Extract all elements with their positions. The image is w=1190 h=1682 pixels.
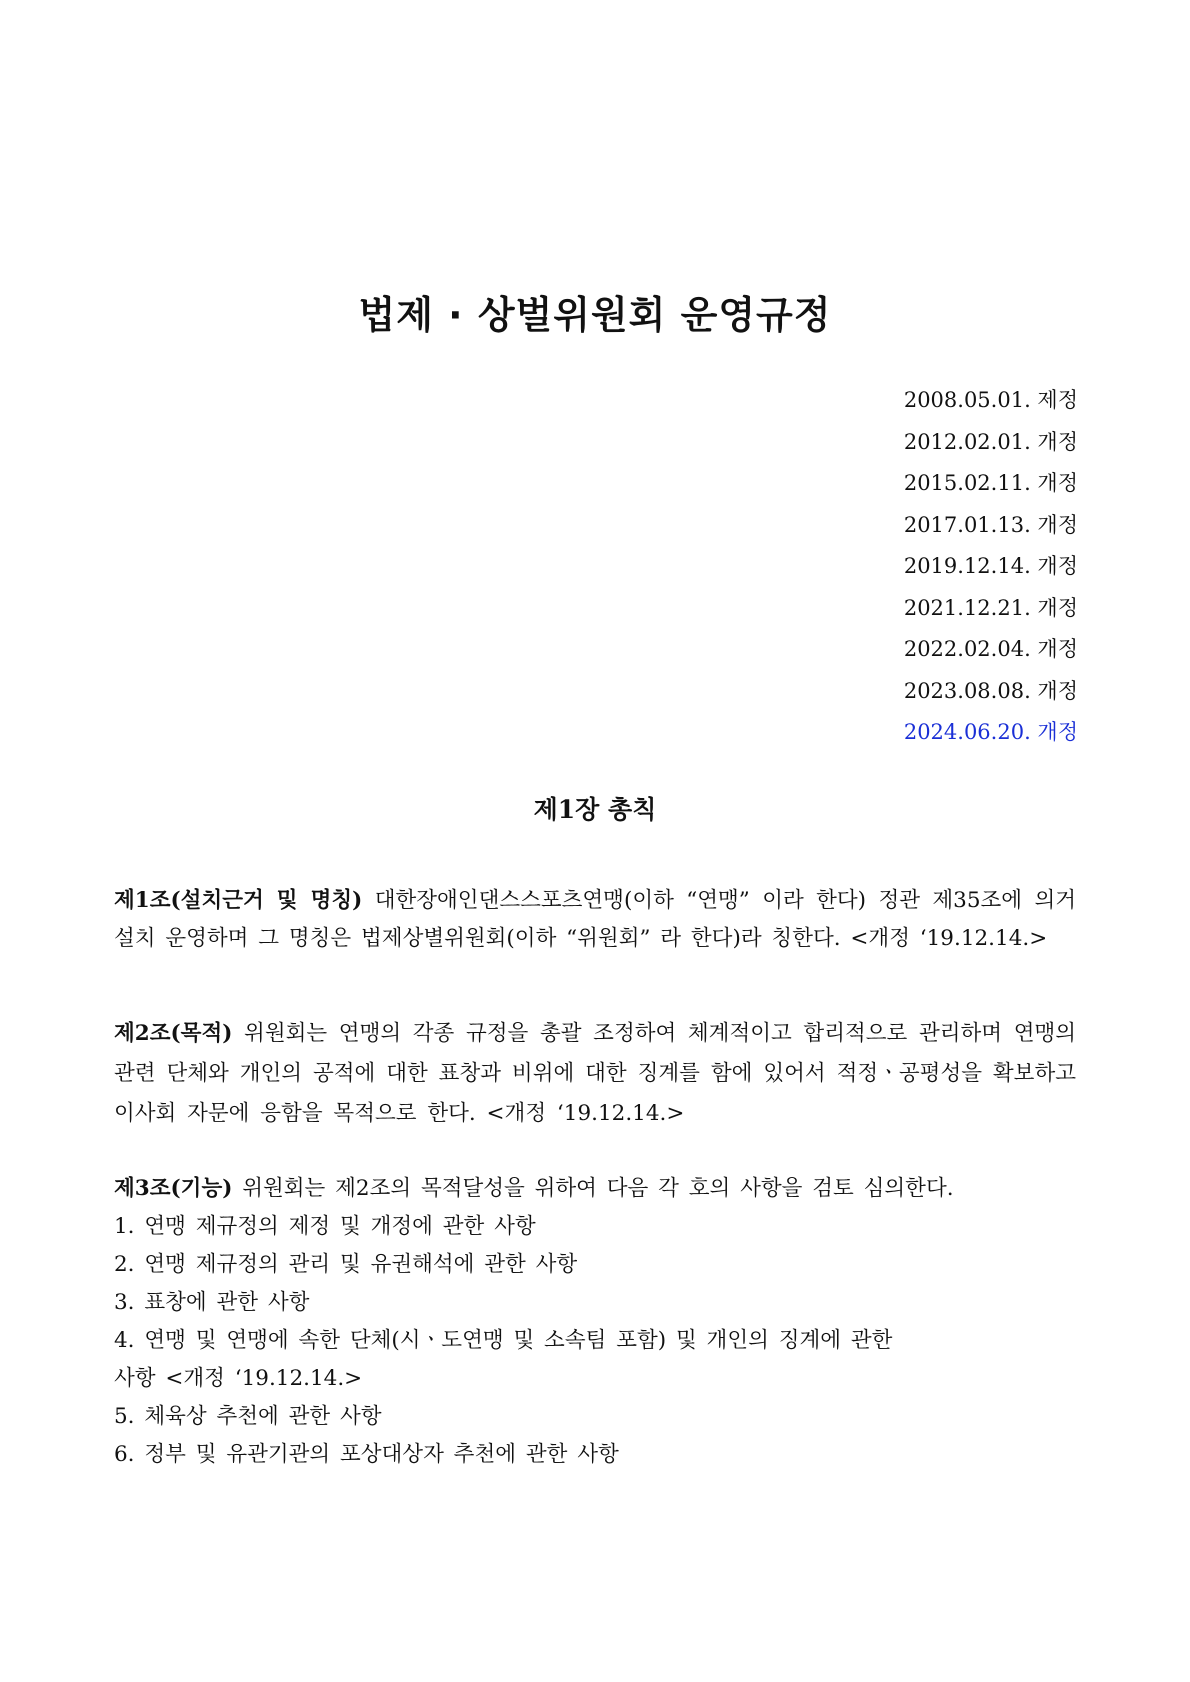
article-item-list (114, 1208, 1076, 1474)
chapter-title: 제1장 총칙 (533, 795, 657, 824)
article-heading: 제1조(설치근거 및 명칭) (114, 888, 363, 913)
list-item: 3. 표창에 관한 사항 (114, 1290, 310, 1315)
article-1 (114, 882, 1076, 958)
article-heading: 제2조(목적) (114, 1021, 233, 1046)
list-item: 4. 연맹 및 연맹에 속한 단체(시ㆍ도연맹 및 소속팀 포함) 및 개인의 징계에 관한 (114, 1328, 893, 1353)
article-body: 위원회는 연맹의 각종 규정을 총괄 조정하여 체계적이고 합리적으로 관리하며 연맹의 관련 단체와 개인의 공적에 대한 표창과 비위에 대한 징계를 함에 있어서 적정ㆍ공평성을 확보하고 이사회 자문에 응함을 목적으로 한다. <개정 ‘19.12.14.> (114, 1021, 1076, 1126)
article-body: 대한장애인댄스스포츠연맹(이하 “연맹” 이라 한다) 정관 제35조에 의거 설치 운영하며 그 명칭은 법제상별위원회(이하 “위원회” 라 한다)라 칭한다. <개정 ‘19.12.14.> (114, 888, 1076, 951)
article-body: 위원회는 제2조의 목적달성을 위하여 다음 각 호의 사항을 검토 심의한다. (232, 1176, 954, 1201)
revision-history-item: 2015.02.11. 개정 (903, 471, 1078, 495)
list-item: 사항 <개정 ‘19.12.14.> (114, 1366, 363, 1391)
revision-history (904, 380, 1078, 754)
article-3 (114, 1170, 1076, 1474)
document-title: 법제 · 상벌위원회 운영규정 (358, 293, 832, 337)
list-item: 2. 연맹 제규정의 관리 및 유권해석에 관한 사항 (114, 1252, 578, 1277)
revision-history-item: 2023.08.08. 개정 (903, 678, 1078, 703)
article-3-intro (114, 1170, 1076, 1208)
revision-history-item: 2017.01.13. 개정 (903, 512, 1078, 537)
list-item: 6. 정부 및 유관기관의 포상대상자 추천에 관한 사항 (114, 1442, 619, 1467)
list-item: 5. 체육상 추천에 관한 사항 (114, 1404, 382, 1429)
article-2 (114, 1014, 1076, 1134)
revision-history-item: 2022.02.04. 개정 (903, 637, 1078, 661)
revision-history-item: 2012.02.01. 개정 (903, 429, 1078, 454)
article-heading: 제3조(기능) (114, 1176, 233, 1201)
revision-history-item: 2019.12.14. 개정 (903, 554, 1078, 578)
revision-history-item: 2021.12.21. 개정 (903, 595, 1078, 620)
list-item: 1. 연맹 제규정의 제정 및 개정에 관한 사항 (114, 1214, 536, 1239)
revision-history-item-latest: 2024.06.20. 개정 (903, 720, 1078, 744)
revision-history-item: 2008.05.01. 제정 (903, 388, 1078, 412)
